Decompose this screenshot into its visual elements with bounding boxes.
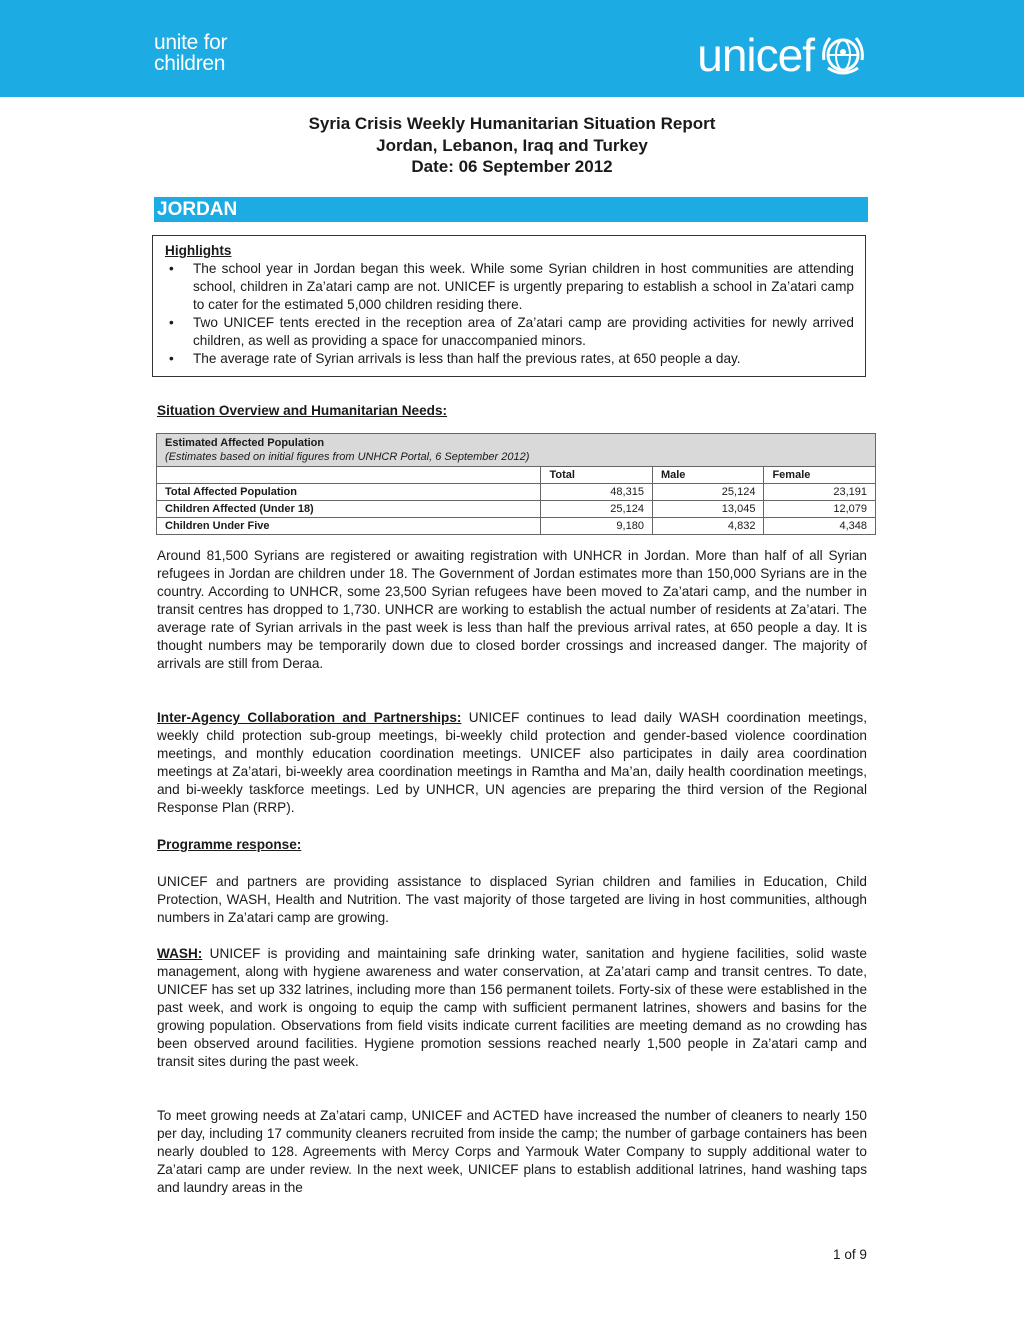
row-label: Total Affected Population (157, 484, 541, 501)
tagline-line1: unite for (154, 31, 228, 54)
table-row (157, 484, 876, 501)
title-line3: Date: 06 September 2012 (411, 157, 613, 176)
inter-agency-heading: Inter-Agency Collaboration and Partnerships: (157, 710, 462, 725)
affected-population-table (156, 433, 876, 535)
title-line2: Jordan, Lebanon, Iraq and Turkey (376, 135, 648, 155)
programme-heading: Programme response: (157, 837, 302, 852)
table-header-total: Total (541, 467, 653, 484)
cell-total: 48,315 (541, 484, 653, 501)
cell-male: 25,124 (652, 484, 764, 501)
row-label: Children Affected (Under 18) (157, 501, 541, 518)
wash-continued-paragraph: To meet growing needs at Za’atari camp, UNICEF and ACTED have increased the number of cleaners to nearly 150 per day, including 17 community cleaners recruited from inside the camp; the number of garbage containers has been nearly doubled to 128. Agreements with Mercy Corps and Yarmouk Water Company to supply additional water to Za’atari camp are under review. In the next week, UNICEF plans to establish additional latrines, hand washing taps and laundry areas in the (157, 1108, 867, 1195)
tagline-line2: children (154, 52, 226, 75)
table-row (157, 501, 876, 518)
cell-total: 25,124 (541, 501, 653, 518)
table-row (157, 518, 876, 535)
document-title (0, 113, 1024, 178)
programme-intro: UNICEF and partners are providing assistance to displaced Syrian children and families in Education, Child Protection, WASH, Health and Nutrition. The vast majority of those targeted are living in host communities, although numbers in Za’atari camp are growing. (157, 874, 867, 925)
cell-female: 23,191 (764, 484, 876, 501)
table-header-female: Female (764, 467, 876, 484)
cell-male: 13,045 (652, 501, 764, 518)
table-caption (157, 434, 876, 467)
tagline (154, 32, 227, 74)
inter-agency-paragraph (157, 709, 867, 817)
highlights-box (152, 235, 866, 377)
title-line1: Syria Crisis Weekly Humanitarian Situation Report (308, 114, 716, 133)
highlight-item: • The average rate of Syrian arrivals is less than half the previous rates, at 650 people a day. (165, 350, 854, 368)
cell-total: 9,180 (541, 518, 653, 535)
table-subtitle: (Estimates based on initial figures from UNHCR Portal, 6 September 2012) (165, 451, 530, 463)
section-heading-jordan: JORDAN (154, 197, 868, 222)
highlights-list (165, 260, 854, 368)
inter-agency-text: UNICEF continues to lead daily WASH coordination meetings, weekly child protection sub-group meetings, bi-weekly child protection and gender-based violence coordination meetings, and monthly education coordination meetings. UNICEF also participates in daily area coordination meetings at Za’atari, bi-weekly area coordination meetings in Ramtha and Ma’an, daily health coordination meetings, and bi-weekly taskforce meetings. Led by UNHCR, UN agencies are preparing the third version of the Regional Response Plan (RRP). (157, 710, 867, 815)
table-header-blank (157, 467, 541, 484)
highlight-item: • The school year in Jordan began this week. While some Syrian children in host communities are attending school, children in Za’atari camp are not. UNICEF is urgently preparing to establish a school in Za’atari camp to cater for the estimated 5,000 children residing there. (165, 260, 854, 314)
cell-female: 4,348 (764, 518, 876, 535)
table-title: Estimated Affected Population (165, 437, 325, 449)
unicef-logo (697, 30, 868, 80)
cell-male: 4,832 (652, 518, 764, 535)
wash-paragraph (157, 945, 867, 1071)
row-label: Children Under Five (157, 518, 541, 535)
logo-wordmark: unicef (697, 29, 814, 81)
situation-paragraph: Around 81,500 Syrians are registered or awaiting registration with UNHCR in Jordan. More than half of all Syrian refugees in Jordan are children under 18. The Government of Jordan estimates more than 150,000 Syrians are in the country. According to UNHCR, some 23,500 Syrian refugees have been moved to Za’atari camp, and the number in transit centres has dropped to 1,730. UNHCR are working to establish the actual number of residents at Za’atari. The average rate of Syrian arrivals in the past week is less than half the previous arrival rates, at 650 people a day. It is thought numbers may be temporarily down due to closed border crossings and increased danger. The majority of arrivals are still from Deraa. (157, 548, 867, 671)
highlight-item: • Two UNICEF tents erected in the reception area of Za’atari camp are providing activities for newly arrived children, as well as providing a space for unaccompanied minors. (165, 314, 854, 350)
page-number: 1 of 9 (832, 1247, 867, 1262)
wash-heading: WASH: (157, 946, 203, 961)
cell-female: 12,079 (764, 501, 876, 518)
header-banner (0, 0, 1024, 97)
globe-emblem-icon (818, 30, 868, 80)
wash-text: UNICEF is providing and maintaining safe drinking water, sanitation and hygiene facilities, solid waste management, along with hygiene awareness and water conservation, at Za’atari camp and transit centres. To date, UNICEF has set up 332 latrines, including more than 156 permanent toilets. Forty-six of these were established in the past week, and work is ongoing to equip the camp with sufficient permanent latrines, showers and basins for the growing population. Observations from field visits indicate current facilities are meeting demand as no crowding has been observed around facilities. Hygiene promotion sessions reached nearly 1,500 people in Za’atari camp and transit sites during the past week. (157, 946, 867, 1069)
table-header-male: Male (652, 467, 764, 484)
highlights-heading: Highlights (165, 243, 232, 258)
situation-heading: Situation Overview and Humanitarian Needs: (157, 403, 448, 418)
